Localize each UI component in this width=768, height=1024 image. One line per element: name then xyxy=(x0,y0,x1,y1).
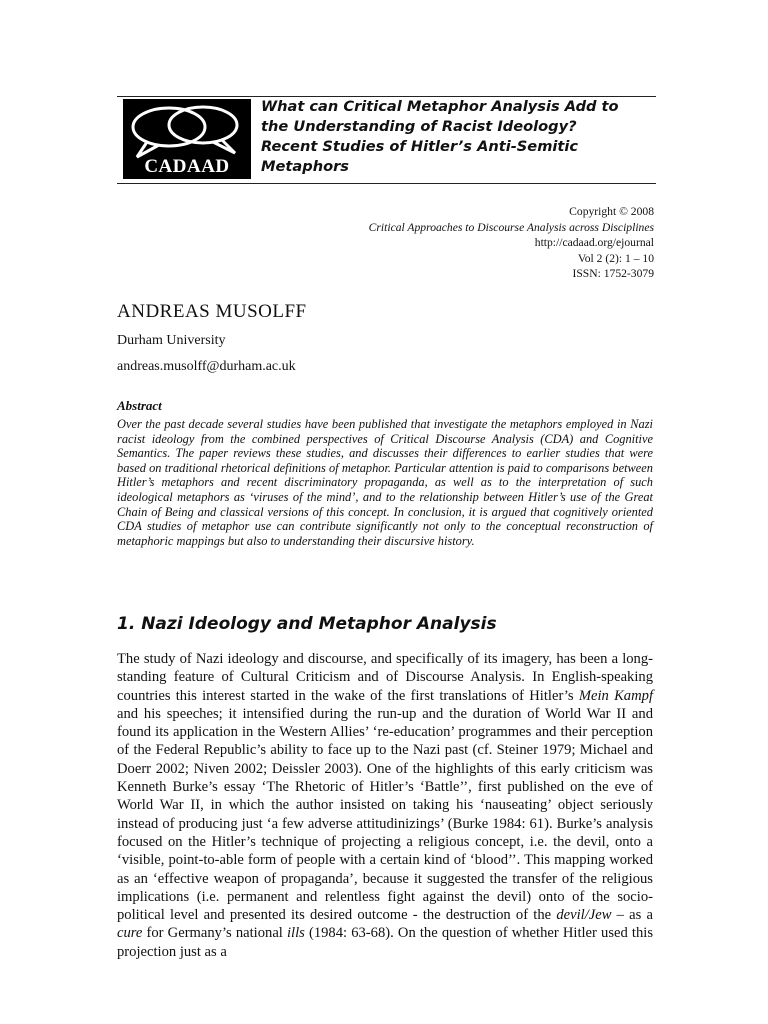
text-run: for Germany’s national xyxy=(142,925,287,942)
text-run: (1984: 63-68). On the question of whether Hitler used this projection just as a xyxy=(117,925,654,960)
issn: ISSN: 1752-3079 xyxy=(572,267,654,280)
logo-wordmark: CADAAD xyxy=(144,156,230,177)
text-run-italic: cure xyxy=(117,925,143,942)
author-email[interactable]: andreas.musolff@durham.ac.uk xyxy=(117,359,296,374)
cadaad-logo xyxy=(123,99,251,179)
abstract-text: Over the past decade several studies have been published that investigate the metaphors employed in Nazi racist ideology from the combined perspectives of Critical Discourse Analysis (CDA) and Cognitive Semantics. The paper reviews these studies, and discusses their differences to earlier studies that were based on traditional rhetorical definitions of metaphor. Particular attention is paid to comparisons between Hitler’s metaphors and recent discriminatory propaganda, as well as to the interpretation of such ideological metaphors as ‘viruses of the mind’, and to the relationship between Hitler’s use of the Great Chain of Being and classical versions of this concept. In conclusion, it is argued that cognitively oriented CDA studies of metaphor use can contribute significantly not only to the conceptual reconstruction of metaphoric mappings but also to understanding their discursive history. xyxy=(117,417,653,548)
author-affiliation: Durham University xyxy=(117,333,226,348)
section-paragraph xyxy=(117,650,653,961)
title-line: Metaphors xyxy=(261,158,349,175)
section-heading: 1. Nazi Ideology and Metaphor Analysis xyxy=(117,614,497,634)
text-run: and his speeches; it intensified during the run-up and the duration of World War II and found its application in the Western Allies’ ‘re-education’ programmes and their perception of the Federal Republic’s ability to face up to the Nazi past (cf. Steiner 1979; Michael and Doerr 2002; Niven 2002; Deissler 2003). One of the highlights of this early criticism was Kenneth Burke’s essay ‘The Rhetoric of Hitler’s ‘Battle’’, first published on the eve of World War II, in which the author insisted on taking his ‘nauseating’ object seriously instead of producing just ‘a few adverse attitudinizings’ (Burke 1984: 61). Burke’s analysis focused on the Hitler’s technique of projecting a religious concept, i.e. the devil, onto a ‘visible, point-to-able form of people with a certain kind of ‘blood’’. This mapping worked as an ‘effective weapon of propaganda’, because it suggested the transfer of the religious implications (i.e. permanent and relentless fight against the devil) onto of the socio-political level and presented its desired outcome - the destruction of the xyxy=(117,705,653,924)
title-line: Recent Studies of Hitler’s Anti-Semitic xyxy=(261,138,579,155)
text-run: – as a xyxy=(611,907,653,924)
title-line: the Understanding of Racist Ideology? xyxy=(261,118,577,135)
text-run-italic: Mein Kampf xyxy=(578,687,653,704)
abstract-heading: Abstract xyxy=(117,398,162,413)
title-line: What can Critical Metaphor Analysis Add to xyxy=(261,98,619,115)
text-run: The study of Nazi ideology and discourse, and specifically of its imagery, has been a long-standing feature of Cultural Criticism and of Discourse Analysis. In English-speaking countries this interest started in the wake of the first translations of Hitler’s xyxy=(117,651,653,704)
journal-url[interactable]: http://cadaad.org/ejournal xyxy=(534,236,654,249)
paper-title xyxy=(261,97,653,177)
volume-info: Vol 2 (2): 1 – 10 xyxy=(577,251,654,265)
speech-bubbles-icon xyxy=(123,99,251,161)
text-run-italic: devil/Jew xyxy=(556,907,612,924)
journal-name: Critical Approaches to Discourse Analysis across Disciplines xyxy=(368,220,654,234)
author-name: ANDREAS MUSOLFF xyxy=(117,301,307,322)
journal-header xyxy=(117,96,656,184)
citation-block xyxy=(369,204,654,282)
copyright: Copyright © 2008 xyxy=(569,205,654,218)
text-run-italic: ills xyxy=(287,925,305,942)
